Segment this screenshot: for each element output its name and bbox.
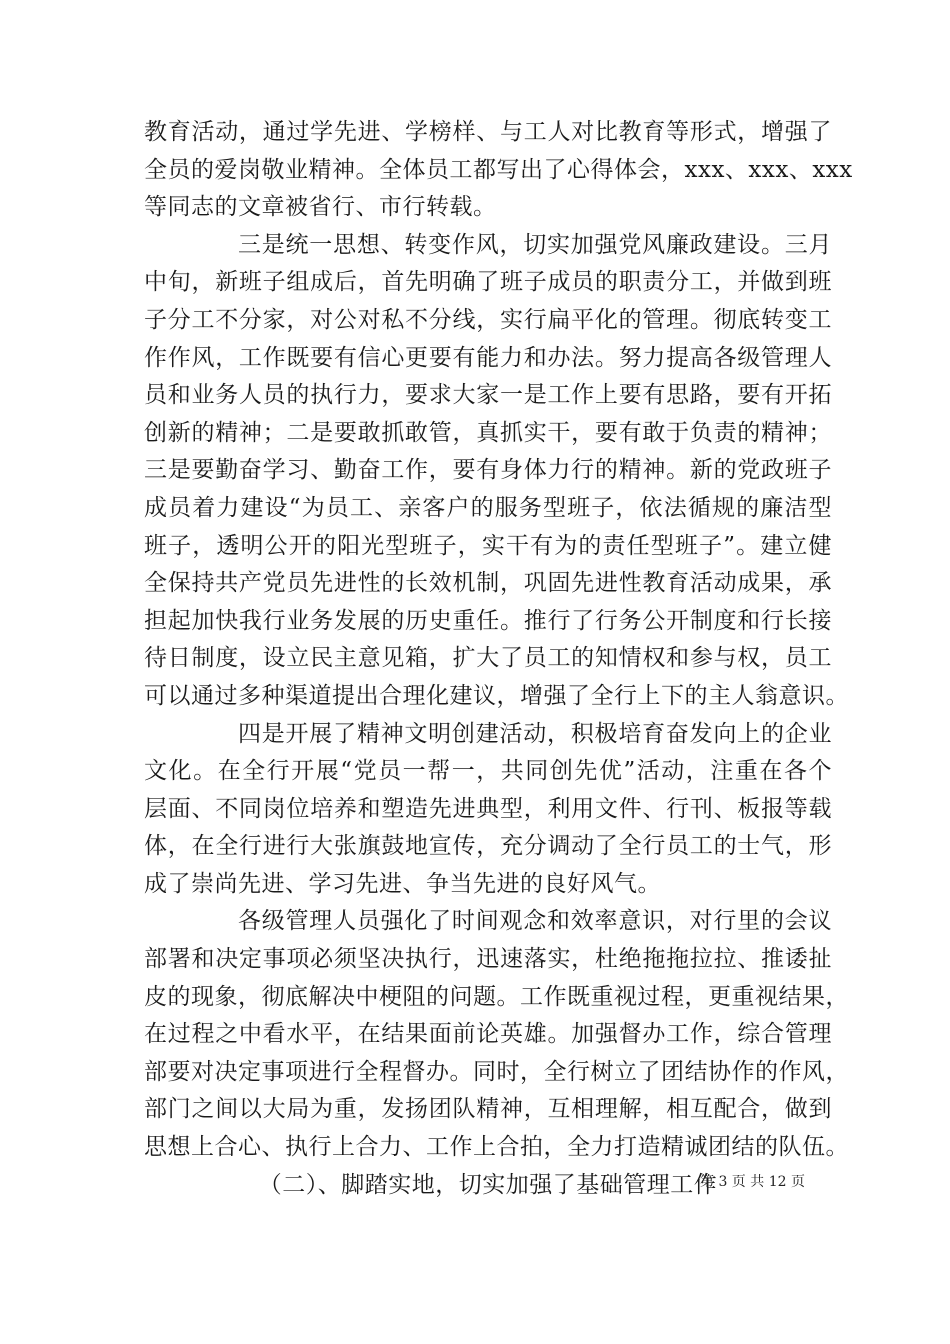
- text-line: 子分工不分家，对公对私不分线，实行扁平化的管理。彻底转变工: [144, 306, 832, 333]
- text-line: 班子，透明公开的阳光型班子，实干有为的责任型班子”。建立健: [144, 532, 832, 559]
- paragraph-continued: [144, 114, 853, 227]
- text-line: 体，在全行进行大张旗鼓地宣传，充分调动了全行员工的士气，形: [144, 833, 832, 860]
- text-line: 三是统一思想、转变作风，切实加强党风廉政建设。三月: [238, 231, 832, 258]
- text-line: 全保持共产党员先进性的长效机制，巩固先进性教育活动成果，承: [144, 570, 832, 597]
- text-line: 教育活动，通过学先进、学榜样、与工人对比教育等形式，增强了: [144, 119, 832, 145]
- text-line: 待日制度，设立民主意见箱，扩大了员工的知情权和参与权，员工: [144, 645, 832, 672]
- body-text: [144, 114, 853, 1204]
- text-line: 成员着力建设“为员工、亲客户的服务型班子，依法循规的廉洁型: [144, 494, 832, 521]
- text-line: 在过程之中看水平，在结果面前论英雄。加强督办工作，综合管理: [144, 1021, 832, 1048]
- text-line: 员和业务人员的执行力，要求大家一是工作上要有思路，要有开拓: [144, 382, 832, 409]
- text-line: 担起加快我行业务发展的历史重任。推行了行务公开制度和行长接: [144, 607, 832, 634]
- text-line: 部要对决定事项进行全程督办。同时，全行树立了团结协作的作风，: [144, 1058, 849, 1085]
- paragraph-four: [144, 716, 832, 904]
- text-line: 创新的精神；二是要敢抓敢管，真抓实干，要有敢于负责的精神；: [144, 419, 832, 446]
- text-line: 作作风，工作既要有信心更要有能力和办法。努力提高各级管理人: [144, 344, 832, 371]
- text-line: 文化。在全行开展“党员一帮一，共同创先优”活动，注重在各个: [144, 758, 832, 785]
- text-line: 四是开展了精神文明创建活动，积极培育奋发向上的企业: [238, 720, 832, 747]
- text-line: 思想上合心、执行上合力、工作上合拍，全力打造精诚团结的队伍。: [144, 1134, 849, 1161]
- page-number-footer: 第 3 页 共 12 页: [700, 1174, 805, 1190]
- text-line: 部署和决定事项必须坚决执行，迅速落实，杜绝拖拖拉拉、推诿扯: [144, 946, 832, 973]
- text-line: 皮的现象，彻底解决中梗阻的问题。工作既重视过程，更重视结果，: [144, 983, 849, 1010]
- text-line: 等同志的文章被省行、市行转载。: [144, 194, 497, 221]
- section-heading: （二）、脚踏实地，切实加强了基础管理工作: [258, 1171, 718, 1198]
- text-line: 各级管理人员强化了时间观念和效率意识，对行里的会议: [238, 908, 832, 935]
- paragraph-management: [144, 903, 849, 1166]
- text-line: 部门之间以大局为重，发扬团队精神，互相理解，相互配合，做到: [144, 1096, 832, 1123]
- text-line: 全员的爱岗敬业精神。全体员工都写出了心得体会，xxx、xxx、xxx: [144, 156, 853, 183]
- text-line: 三是要勤奋学习、勤奋工作，要有身体力行的精神。新的党政班子: [144, 457, 832, 484]
- text-line: 可以通过多种渠道提出合理化建议，增强了全行上下的主人翁意识。: [144, 682, 849, 709]
- text-line: 层面、不同岗位培养和塑造先进典型，利用文件、行刊、板报等载: [144, 795, 832, 822]
- paragraph-three: [144, 227, 849, 716]
- text-line: 中旬，新班子组成后，首先明确了班子成员的职责分工，并做到班: [144, 269, 832, 296]
- text-line: 成了崇尚先进、学习先进、争当先进的良好风气。: [144, 870, 661, 897]
